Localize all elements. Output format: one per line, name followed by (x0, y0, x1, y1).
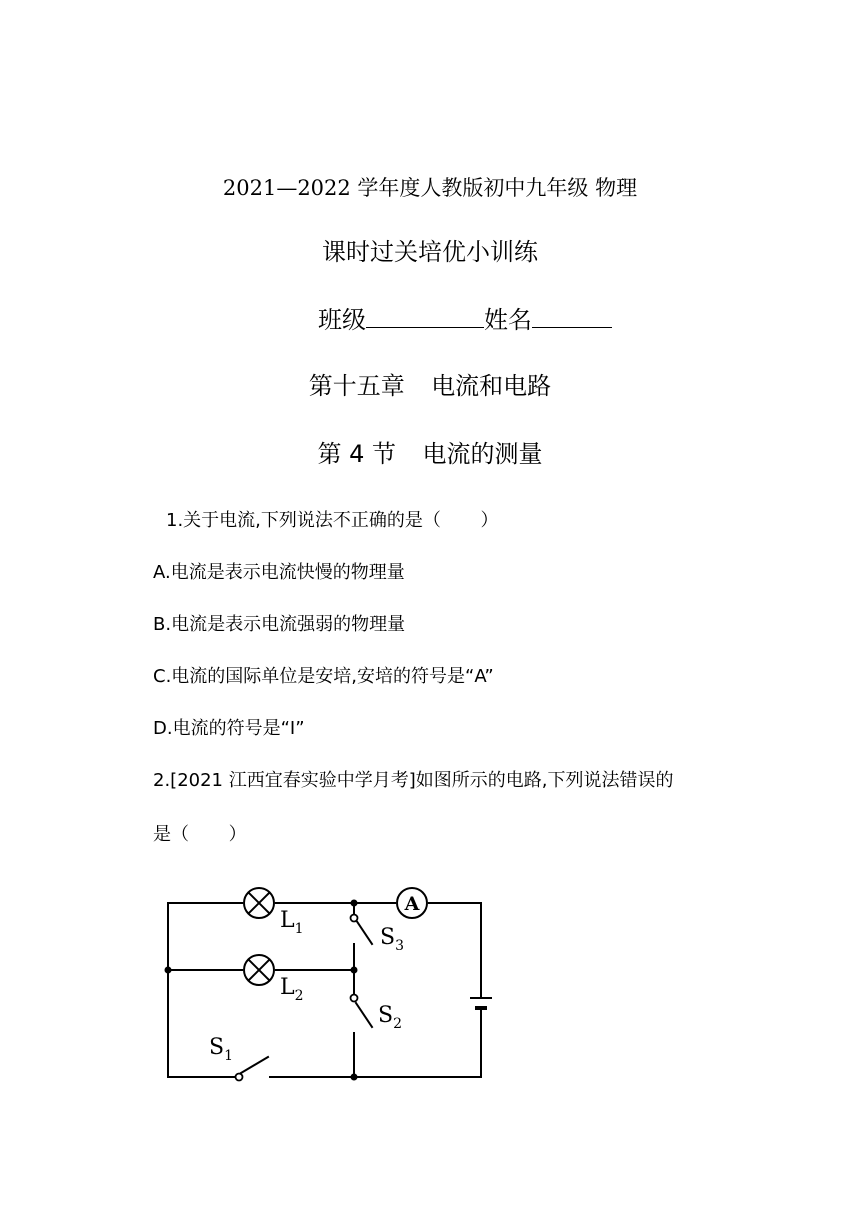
section-title: 电流的测量 (422, 440, 543, 468)
class-label: 班级 (318, 306, 366, 334)
question-2-stem-line2: 是（ ） (153, 824, 247, 845)
junction-dot (351, 967, 358, 974)
switch-s3-contact (351, 915, 358, 922)
lamp-l2-label: $L_2$ (280, 975, 304, 1004)
chapter-title: 电流和电路 (431, 372, 552, 400)
ammeter-icon (397, 888, 427, 918)
lamp-l1-icon (244, 888, 274, 918)
switch-s2-label: $S_2$ (378, 1003, 402, 1032)
document-title: 2021—2022 学年度人教版初中九年级 物理 (222, 176, 638, 200)
junction-dot (351, 900, 358, 907)
chapter-number: 第十五章 (308, 372, 405, 400)
question-1-option-a: A.电流是表示电流快慢的物理量 (153, 562, 405, 583)
question-2-stem-line1: 2.[2021 江西宜春实验中学月考]如图所示的电路,下列说法错误的 (153, 770, 674, 791)
question-1-option-c: C.电流的国际单位是安培,安培的符号是“A” (153, 666, 494, 687)
lamp-l2-icon (244, 955, 274, 985)
question-1-option-b: B.电流是表示电流强弱的物理量 (153, 614, 406, 635)
switch-s1-contact (236, 1074, 243, 1081)
junction-dot (165, 967, 172, 974)
question-1-option-d: D.电流的符号是“I” (153, 718, 305, 739)
name-label: 姓名 (484, 306, 532, 334)
switch-s2-contact (351, 995, 358, 1002)
ammeter-label: A (404, 893, 420, 915)
section-number: 第 4 节 (317, 440, 397, 468)
lamp-l1-label: $L_1$ (280, 908, 304, 937)
question-1-stem: 1.关于电流,下列说法不正确的是（ ） (166, 510, 499, 531)
switch-s3-label: $S_3$ (380, 925, 404, 954)
switch-s1-label: $S_1$ (209, 1035, 233, 1064)
document-subtitle: 课时过关培优小训练 (322, 238, 538, 266)
junction-dot (351, 1074, 358, 1081)
